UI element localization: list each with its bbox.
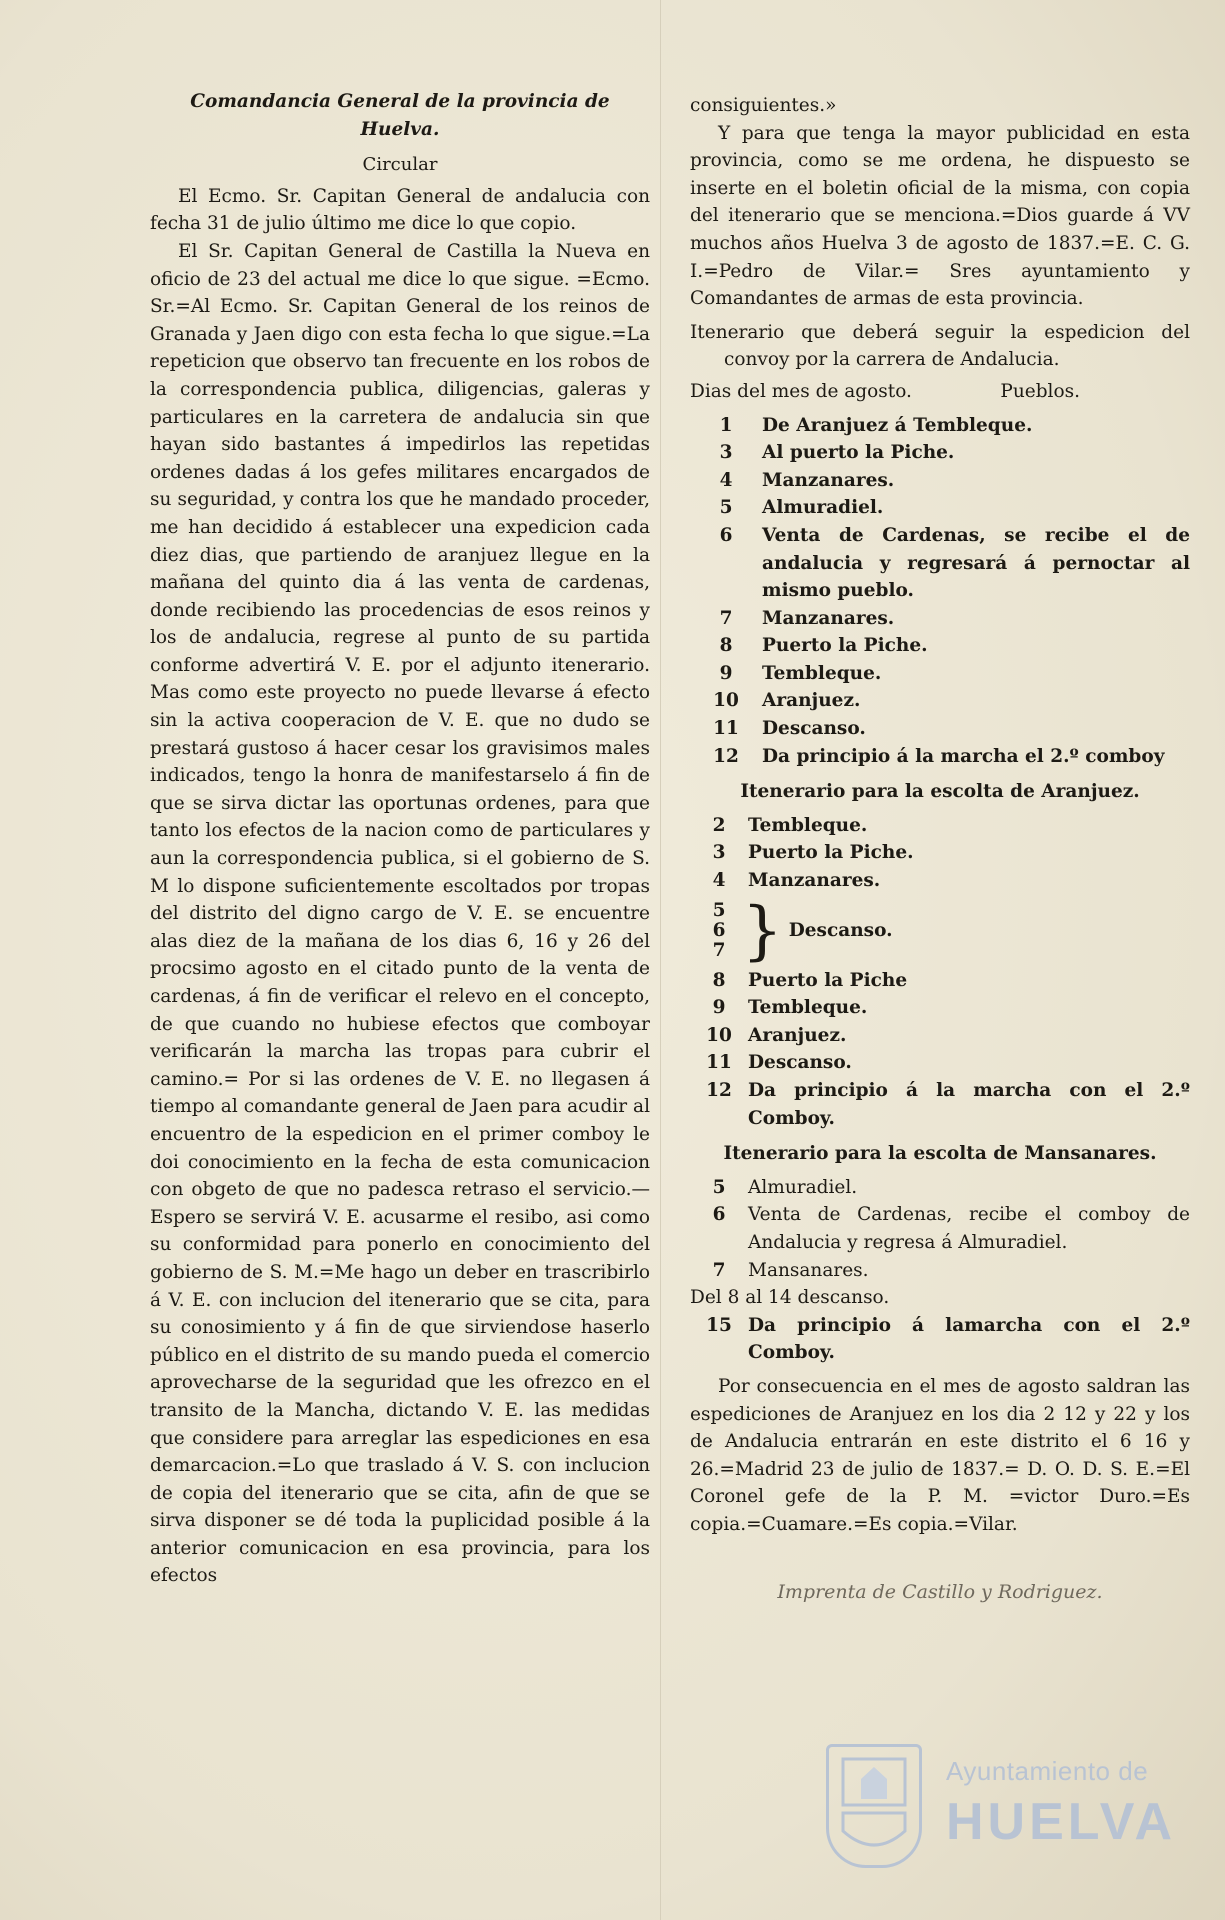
bracket-days — [690, 901, 748, 961]
town-text: Puerto la Piche. — [762, 635, 928, 657]
list-item — [690, 812, 1190, 840]
list-item — [690, 439, 1190, 467]
town-text: Da principio á la marcha el 2.º comboy — [762, 745, 1165, 767]
list-item — [690, 715, 1190, 743]
bracket-day: 7 — [712, 939, 726, 961]
left-column — [150, 88, 650, 1590]
day-number: 4 — [712, 870, 726, 892]
town-text: Descanso. — [748, 1052, 852, 1074]
day-number: 11 — [713, 718, 739, 740]
day-number: 6 — [712, 1204, 726, 1226]
town-text: Manzanares. — [762, 607, 895, 629]
list-item — [690, 994, 1190, 1022]
watermark-line1: Ayuntamiento de — [946, 1756, 1149, 1786]
day-number: 12 — [713, 745, 739, 767]
itinerary-list — [690, 412, 1190, 771]
list-item — [690, 412, 1190, 440]
days-header: Dias del mes de agosto. — [690, 380, 912, 402]
list-item — [690, 632, 1190, 660]
day-number: 4 — [719, 469, 733, 491]
day-number: 10 — [706, 1024, 732, 1046]
list-item — [690, 660, 1190, 688]
day-number: 12 — [706, 1080, 732, 1101]
list-item — [690, 967, 1190, 995]
list-item — [690, 467, 1190, 495]
day-number: 10 — [713, 690, 739, 712]
town-text: Venta de Cardenas, recibe el comboy de Andalucia y regresa á Almuradiel. — [748, 1204, 1190, 1253]
day-number: 9 — [712, 997, 726, 1019]
watermark-logo — [826, 1738, 1177, 1888]
town-text: Manzanares. — [748, 870, 881, 892]
day-number: 1 — [719, 414, 733, 436]
town-text: Venta de Cardenas, se recibe el de andalucia y regresará á pernoctar al mismo pueblo. — [762, 524, 1190, 602]
bracket-group — [690, 893, 1190, 968]
final-paragraph: Por consecuencia en el mes de agosto saldran las espediciones de Aranjuez en los dia 2 12 y 22 y los de Andalucia entrarán en este distrito el 6 16 y 26.=Madrid 23 de julio de 1837.= D. O. D. S. E.=El Coronel gefe de la P. M. =victor Duro.=Es copia.=Cuamare.=Es copia.=Vilar. — [690, 1375, 1190, 1535]
day-number: 3 — [712, 842, 726, 864]
bracket-text: Descanso. — [788, 919, 893, 941]
day-number: 11 — [706, 1052, 732, 1074]
day-number: 5 — [712, 1176, 726, 1198]
town-text: Aranjuez. — [762, 690, 861, 712]
intro-paragraph: El Ecmo. Sr. Capitan General de andalucia con fecha 31 de julio último me dice lo que copio. — [150, 185, 650, 235]
aranjuez-escort-title: Itenerario para la escolta de Aranjuez. — [740, 781, 1140, 803]
list-item — [690, 1174, 1190, 1202]
list-item: 15 Da principio á lamarcha con el 2.º Comboy. — [706, 1314, 1190, 1364]
page-header: Comandancia General de la provincia de Huelva. — [190, 91, 610, 140]
coat-of-arms-icon — [826, 1744, 922, 1868]
brace-glyph: } — [742, 893, 783, 968]
town-text: Puerto la Piche. — [748, 842, 914, 864]
aranjuez-escort-list — [690, 812, 1190, 1132]
list-item — [690, 743, 1190, 771]
town-text: Al puerto la Piche. — [762, 442, 955, 464]
day-number: 5 — [719, 497, 733, 519]
day-number: 8 — [719, 635, 733, 657]
list-item — [690, 1049, 1190, 1077]
circular-title: Circular — [362, 154, 438, 176]
itinerary-column-headers — [690, 378, 1190, 406]
order-paragraph: Y para que tenga la mayor publicidad en esta provincia, como se me ordena, he dispuesto se inserte en el boletin oficial de la misma, con copia del itenerario que se menciona.=Dios guarde á VV muchos años Huelva 3 de agosto de 1837.=E. C. G. I.=Pedro de Vilar.= Sres ayuntamiento y Comandantes de armas de esta provincia. — [690, 122, 1190, 310]
town-text: Descanso. — [762, 718, 866, 740]
town-text: Da principio á la marcha con el 2.º Comboy. — [748, 1080, 1190, 1129]
bracket-day: 6 — [712, 919, 726, 941]
itinerary-title: Itenerario que deberá seguir la espedicion del convoy por la carrera de Andalucia. — [690, 321, 1190, 371]
continuation-text: consiguientes.» — [690, 95, 837, 116]
town-text: De Aranjuez á Tembleque. — [762, 414, 1033, 436]
day-number: 2 — [712, 814, 726, 836]
right-column — [690, 92, 1190, 1606]
town-text: Tembleque. — [748, 997, 868, 1019]
list-item — [690, 494, 1190, 522]
towns-header: Pueblos. — [1000, 380, 1080, 402]
list-item — [690, 605, 1190, 633]
town-text: Manzanares. — [762, 469, 895, 491]
column-gutter — [660, 0, 661, 1920]
town-text: Almuradiel. — [762, 497, 884, 519]
town-text: Puerto la Piche — [748, 969, 908, 991]
manzanares-escort-title: Itenerario para la escolta de Mansanares. — [723, 1143, 1157, 1165]
list-item — [690, 1201, 1190, 1256]
list-item — [690, 522, 1190, 605]
town-text: Mansanares. — [748, 1259, 869, 1281]
manzanares-escort-list — [690, 1174, 1190, 1367]
bracket-day: 5 — [712, 899, 726, 921]
town-text: Almuradiel. — [748, 1176, 858, 1198]
day-number: 7 — [712, 1259, 726, 1281]
list-item — [690, 1257, 1190, 1285]
printer-imprint: Imprenta de Castillo y Rodriguez. — [777, 1580, 1103, 1603]
day-number: 9 — [719, 662, 733, 684]
list-item — [690, 687, 1190, 715]
day-number: 6 — [719, 524, 733, 546]
list-item — [690, 1022, 1190, 1050]
day-number: 3 — [719, 442, 733, 464]
town-text: Tembleque. — [762, 662, 882, 684]
list-item — [690, 839, 1190, 867]
day-number: 8 — [712, 969, 726, 991]
rest-days: Del 8 al 14 descanso. — [690, 1287, 890, 1309]
body-paragraph: El Sr. Capitan General de Castilla la Nueva en oficio de 23 del actual me dice lo que sigue. =Ecmo. Sr.=Al Ecmo. Sr. Capitan General de los reinos de Granada y Jaen digo con esta fecha lo que sigue.=La repeticion que observo tan frecuente en los robos de la correspondencia publica, diligencias, galeras y particulares en la carretera de andalucia sin que hayan sido bastantes á impedirlos las repetidas ordenes dadas á los gefes militares encargados de su seguridad, y contra los que he mandado proceder, me han decidido á establecer una expedicion cada diez dias, que partiendo de aranjuez llegue en la mañana del quinto dia á las venta de cardenas, donde recibiendo las procedencias de esos reinos y los de andalucia, regrese al punto de su partida conforme advertirá V. E. por el adjunto itenerario. Mas como este proyecto no puede llevarse á efecto sin la activa cooperacion de V. E. que no dudo se prestará gustoso á hacer cesar los gravisimos males indicados, tengo la honra de manifestarselo á fin de que se sirva dictar las oportunas ordenes, para que tanto los efectos de la nacion como de particulares y aun la correspondencia publica, si el gobierno de S. M lo dispone suficientemente escoltados por tropas del distrito del digno cargo de V. E. se encuentre alas diez de la mañana de los dias 6, 16 y 26 del procsimo agosto en el citado punto de la venta de cardenas, á fin de verificar el relevo en el concepto, de que cuando no hubiese efectos que comboyar verificarán la marcha las tropas para cubrir el camino.= Por si las ordenes de V. E. no llegasen á tiempo al comandante general de Jaen para acudir al encuentro de la espedicion en el primer comboy le doi conocimiento en la fecha de esta comunicacion con obgeto de que no padesca retraso el servicio.— Espero se servirá V. E. acusarme el resibo, asi como su conformidad para ponerlo en conocimiento del gobierno de S. M.=Me hago un deber en trascribirlo á V. E. con inclucion del itenerario que se cita, para su conosimiento y á fin de que sirviendose haserlo público en el distrito de su mando pueda el comercio aprovecharse de la seguridad que les ofrezco en el transito de la Mancha, dictando V. E. las medidas que considere para arreglar las espediciones en esa demarcacion.=Lo que traslado á V. S. con inclucion de copia del itenerario que se cita, afin de que se sirva disponer se dé toda la puplicidad posible á la anterior comunicacion en esa provincia, para los efectos — [150, 240, 650, 1587]
town-text: Aranjuez. — [748, 1024, 847, 1046]
list-item — [690, 1077, 1190, 1132]
list-item — [690, 867, 1190, 895]
town-text: Tembleque. — [748, 814, 868, 836]
watermark-line2: HUELVA — [946, 1793, 1177, 1851]
day-number: 7 — [719, 607, 733, 629]
